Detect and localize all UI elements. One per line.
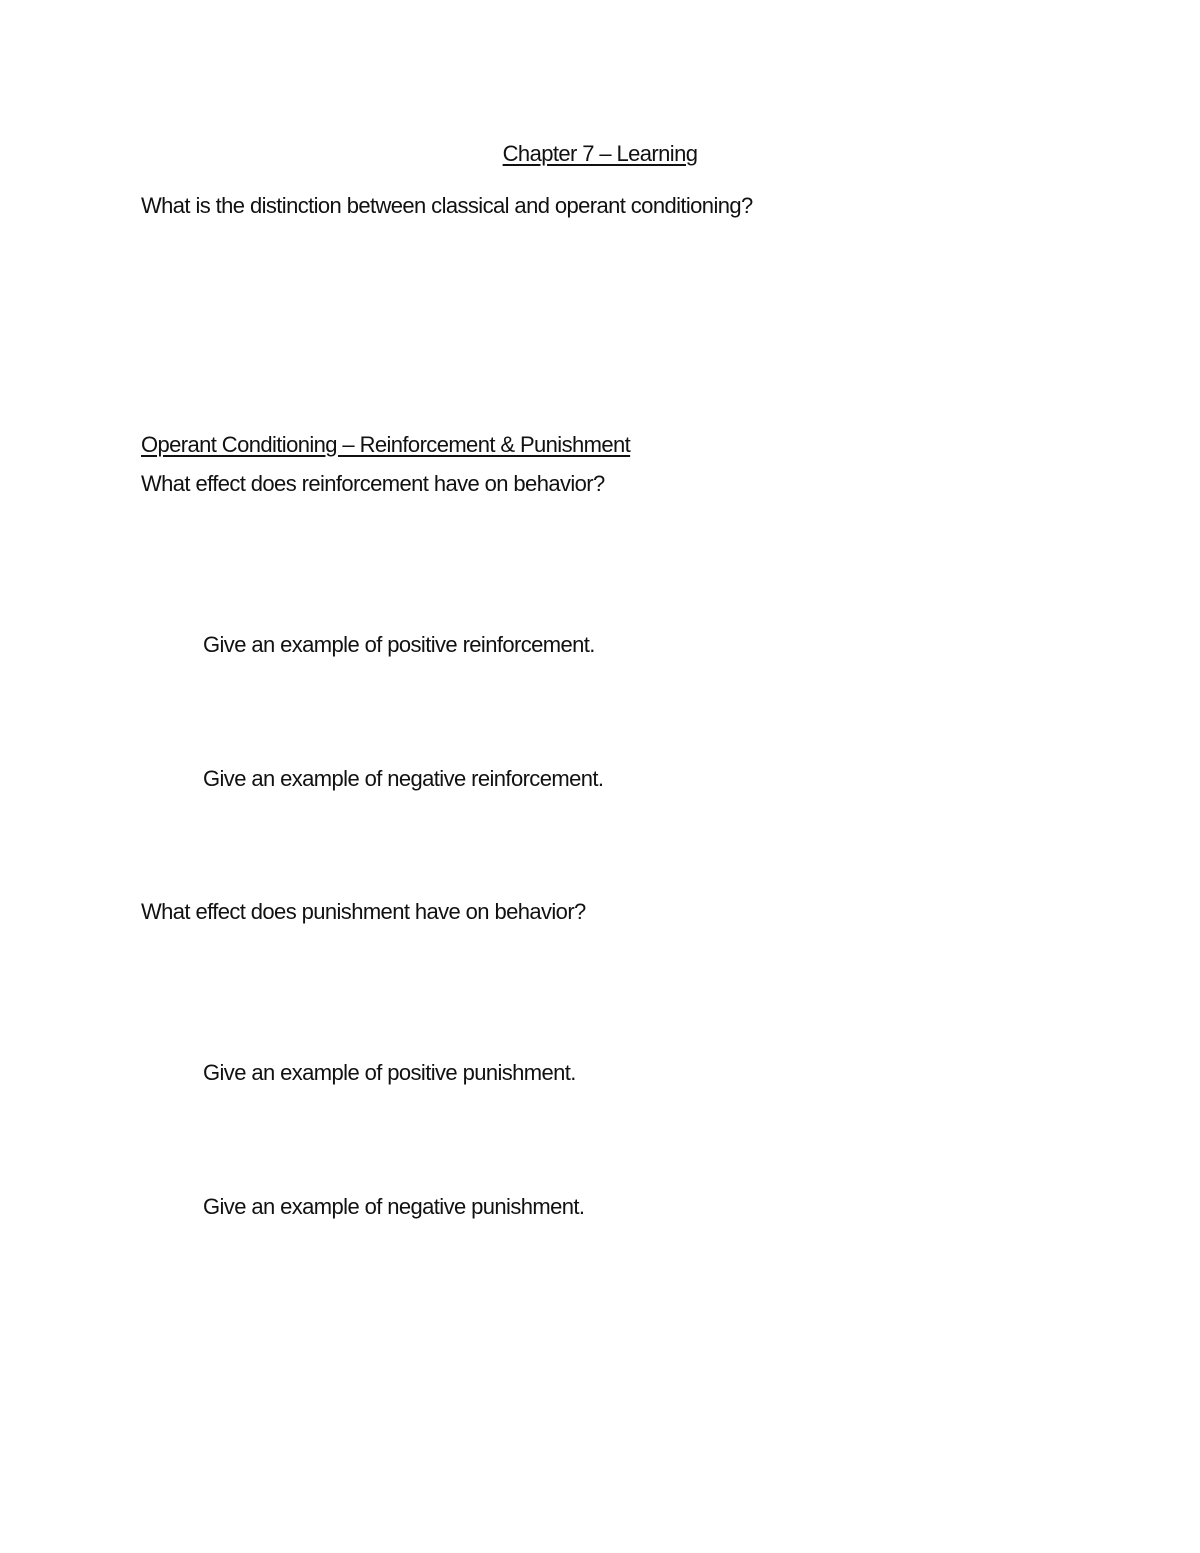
prompt-negative-punishment: Give an example of negative punishment.: [203, 1194, 585, 1219]
prompt-negative-reinforcement: Give an example of negative reinforcement.: [203, 766, 604, 791]
question-reinforcement-effect: What effect does reinforcement have on behavior?: [141, 471, 605, 496]
question-distinction: What is the distinction between classical and operant conditioning?: [141, 193, 753, 218]
section-heading: Operant Conditioning – Reinforcement & Punishment: [141, 432, 631, 457]
prompt-positive-reinforcement: Give an example of positive reinforcement.: [203, 632, 595, 657]
prompt-positive-punishment: Give an example of positive punishment.: [203, 1060, 576, 1085]
question-punishment-effect: What effect does punishment have on behavior?: [141, 899, 586, 924]
page-title: Chapter 7 – Learning: [502, 141, 698, 166]
